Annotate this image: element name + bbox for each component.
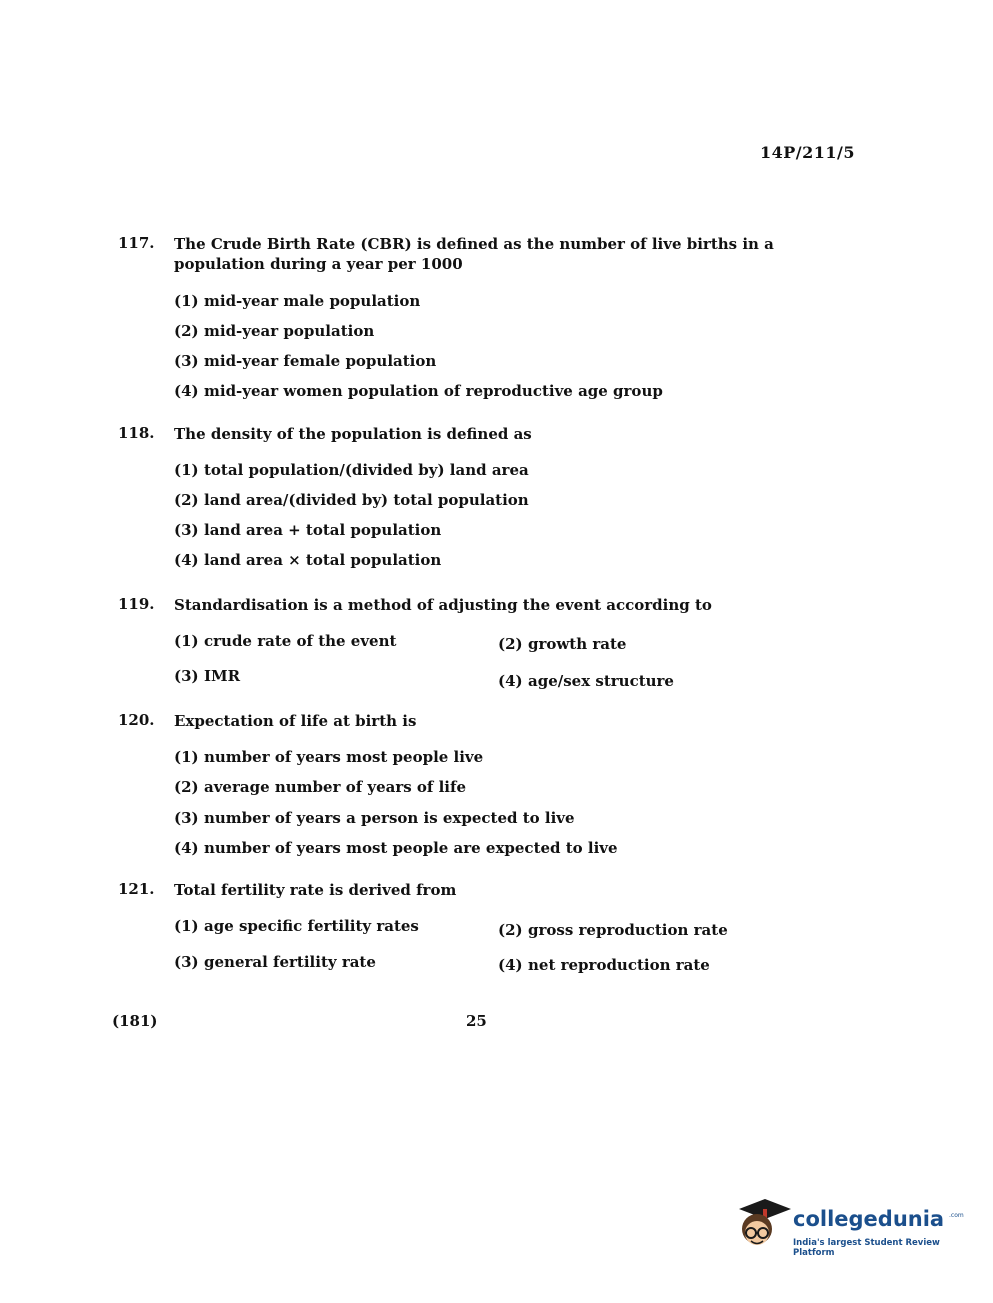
page-number: 25 (466, 1012, 487, 1030)
option-number: (2) (174, 778, 199, 796)
option-3 (174, 667, 240, 685)
option-text: gross reproduction rate (528, 921, 728, 939)
logo-tagline: India's largest Student Review Platform (793, 1238, 940, 1258)
option-text: growth rate (528, 635, 627, 653)
option-4 (498, 956, 710, 974)
option-3 (174, 352, 436, 370)
question-121 (118, 880, 858, 974)
option-number: (2) (498, 921, 523, 939)
option-text: land area/(divided by) total population (204, 491, 529, 509)
option-text: number of years a person is expected to live (204, 809, 575, 827)
option-number: (1) (174, 292, 199, 310)
option-4 (174, 382, 663, 400)
page-code: 14P/211/5 (760, 143, 856, 162)
option-1 (174, 917, 419, 935)
option-text: land area × total population (204, 551, 442, 569)
option-number: (1) (174, 917, 199, 935)
question-number: 119. (118, 595, 155, 613)
option-1 (174, 461, 529, 479)
question-118 (118, 424, 858, 569)
question-117 (118, 234, 858, 400)
question-number: 120. (118, 711, 155, 729)
question-text: The density of the population is defined as (174, 425, 532, 443)
question-text: Expectation of life at birth is (174, 712, 417, 730)
option-text: number of years most people live (204, 748, 484, 766)
question-number: 118. (118, 424, 155, 442)
option-text: mid-year population (204, 322, 375, 340)
logo-tld: .com (949, 1212, 964, 1219)
collegedunia-logo (735, 1195, 963, 1265)
option-number: (2) (174, 322, 199, 340)
question-119 (118, 595, 858, 690)
option-number: (4) (498, 956, 523, 974)
option-4 (498, 672, 674, 690)
option-2 (498, 921, 728, 939)
option-text: number of years most people are expected to live (204, 839, 618, 857)
option-3 (174, 953, 376, 971)
option-number: (3) (174, 953, 199, 971)
footer-code: (181) (112, 1012, 158, 1030)
option-4 (174, 839, 618, 857)
option-number: (3) (174, 809, 199, 827)
option-2 (498, 635, 626, 653)
option-number: (1) (174, 748, 199, 766)
question-text: Total fertility rate is derived from (174, 881, 457, 899)
option-text: mid-year women population of reproductive age group (204, 382, 663, 400)
option-number: (4) (174, 839, 199, 857)
option-2 (174, 322, 374, 340)
option-text: net reproduction rate (528, 956, 710, 974)
option-2 (174, 778, 466, 796)
option-text: age/sex structure (528, 672, 674, 690)
option-number: (3) (174, 667, 199, 685)
option-number: (3) (174, 352, 199, 370)
option-text: total population/(divided by) land area (204, 461, 529, 479)
question-number: 121. (118, 880, 155, 898)
option-text: general fertility rate (204, 953, 376, 971)
option-3 (174, 521, 441, 539)
option-number: (4) (174, 382, 199, 400)
option-1 (174, 632, 396, 650)
option-number: (4) (174, 551, 199, 569)
option-text: crude rate of the event (204, 632, 397, 650)
mascot-icon (735, 1195, 791, 1255)
option-number: (4) (498, 672, 523, 690)
option-text: age specific fertility rates (204, 917, 419, 935)
option-number: (1) (174, 632, 199, 650)
option-number: (3) (174, 521, 199, 539)
option-1 (174, 292, 420, 310)
question-text: Standardisation is a method of adjusting the event according to (174, 596, 712, 614)
option-4 (174, 551, 441, 569)
option-text: average number of years of life (204, 778, 466, 796)
option-text: IMR (204, 667, 241, 685)
option-text: land area + total population (204, 521, 442, 539)
option-text: mid-year male population (204, 292, 421, 310)
question-text: The Crude Birth Rate (CBR) is defined as the number of live births in a population during a year per 1000 (174, 235, 774, 273)
option-text: mid-year female population (204, 352, 437, 370)
option-1 (174, 748, 483, 766)
question-number: 117. (118, 234, 155, 252)
question-120 (118, 711, 858, 857)
logo-wordmark: collegedunia (793, 1207, 945, 1231)
option-3 (174, 809, 575, 827)
option-2 (174, 491, 529, 509)
option-number: (2) (498, 635, 523, 653)
option-number: (1) (174, 461, 199, 479)
option-number: (2) (174, 491, 199, 509)
